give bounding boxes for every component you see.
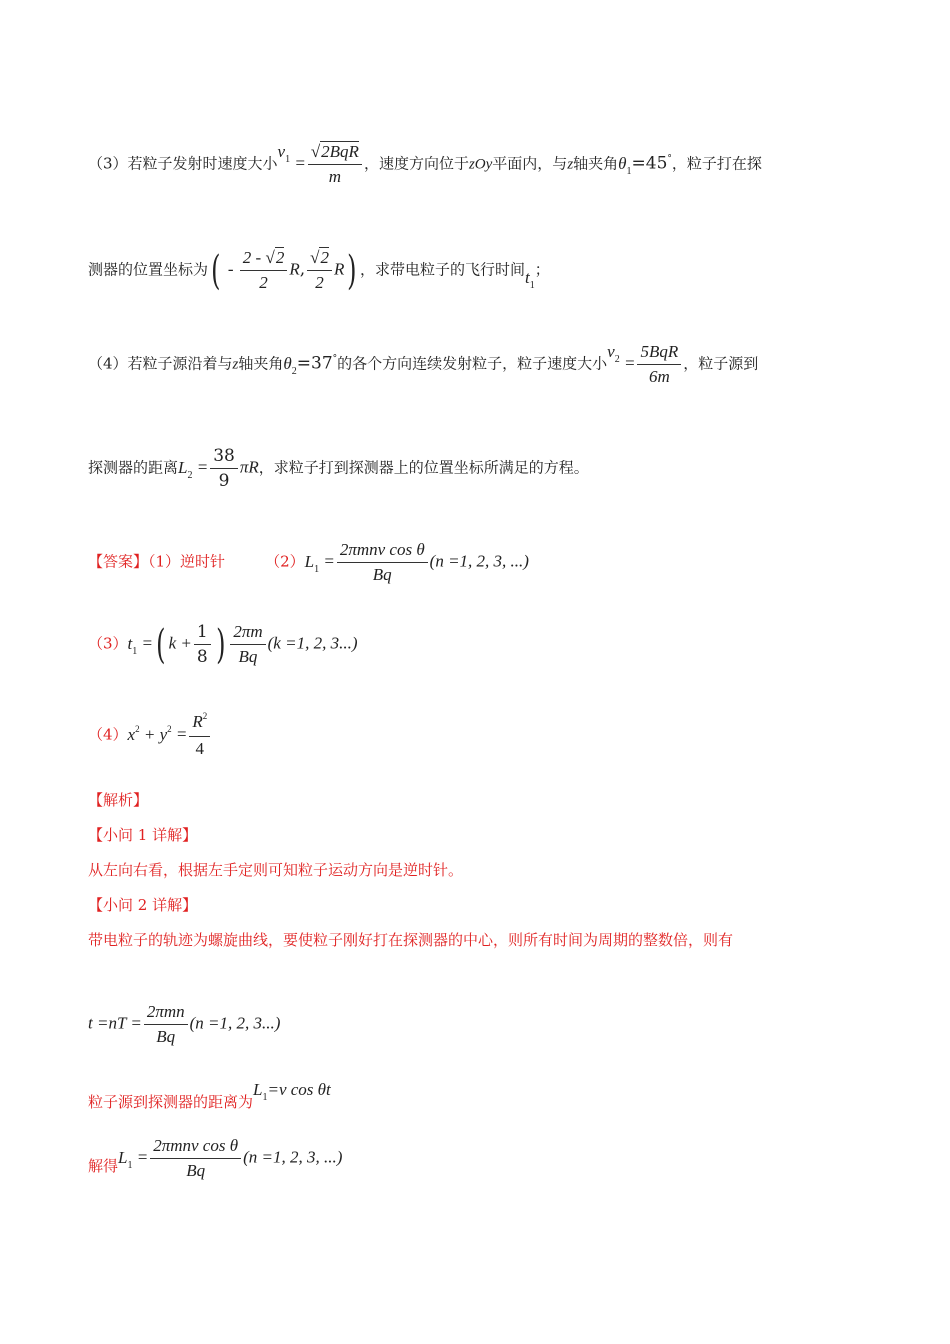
answer-2-tail: (n =1, 2, 3, ...) — [429, 551, 529, 571]
left-paren: ( — [211, 247, 221, 294]
q3-line1: （3）若粒子发射时速度大小$v_1$ = $\frac{\text{√2BqR}}{m}$ ，速度方向位于zOy平面内，与z轴夹角$\theta_1=45^\circ$，粒子打在探 — [88, 140, 762, 189]
distance-text: 粒子源到探测器的距离为 — [88, 1093, 254, 1111]
q4-theta: $\theta_2$ — [283, 353, 297, 377]
q4-middle: 轴夹角 — [238, 354, 284, 373]
q3-t1: $t_1$ — [524, 267, 535, 291]
answer-1: （1）逆时针 — [148, 552, 226, 571]
solve-L: $L_1$ — [118, 1147, 133, 1171]
q3-line2: 测器的位置坐标为( - $\frac{2 - √2}{2}$ R, $\frac{√2}{2}$ R) ，求带电粒子的飞行时间$t_1$； — [88, 247, 550, 294]
coord-fraction-2: $\frac{√2}{2}$ — [307, 246, 332, 295]
distance-eq: =v cos θt — [267, 1080, 331, 1099]
solve-fraction: $\frac{\text{2πmnv cos θ}}{Bq}$ — [150, 1134, 241, 1183]
solve-text: 解得 — [88, 1156, 119, 1175]
distance-L: $L_1$ — [253, 1080, 268, 1103]
q4-middle2: 的各个方向连续发射粒子，粒子速度大小 — [337, 354, 608, 373]
answer-3-lhs: $t_1$ — [127, 633, 138, 657]
eq-period-lhs: t =nT = — [88, 1013, 142, 1033]
right-paren: ) — [347, 247, 357, 294]
answer-line4: $(4)x^2 + y^2$ = $\frac{R^2}{4}$ — [88, 710, 212, 761]
answer-2-label: （2） — [265, 552, 305, 571]
q3-v-lhs: $v_1$ — [277, 141, 291, 165]
q3-suffix: ，粒子打在探 — [671, 154, 762, 173]
answer-2-fraction: $\frac{\text{2πmnv cos θ}}{Bq}$ — [337, 538, 428, 587]
answer-3-label: （3） — [88, 634, 128, 653]
q4-theta-val: =37 — [296, 353, 333, 374]
q3-line2-prefix: 测器的位置坐标为 — [88, 260, 209, 279]
q3-z: z — [567, 156, 574, 173]
answer-label: 【答案】 — [88, 552, 149, 571]
subq1-label: 【小问 1 详解】 — [88, 826, 198, 844]
q3-theta-val: =45 — [631, 153, 668, 174]
q4-line1: （4）若粒子源沿着与z轴夹角$\theta_2=37^\circ$的各个方向连续发射粒子，粒子速度大小$v_2$ = $\frac{\text{5BqR}}{6m}$ ，粒子源到 — [88, 340, 758, 389]
q4-L-fraction: $\frac{38}{9}$ — [210, 444, 238, 493]
q4-L-tail: πR — [239, 457, 259, 477]
subq2-label: 【小问 2 详解】 — [88, 896, 198, 914]
answer-2-lhs: $L_1$ — [304, 551, 320, 575]
answer-4-x: $x^2$ — [127, 723, 140, 744]
q4-line2-prefix: 探测器的距离 — [88, 458, 179, 477]
q3-deg: ° — [667, 153, 672, 164]
answer-3-k: k + — [168, 633, 192, 653]
eq-period-tail: (n =1, 2, 3...) — [189, 1013, 281, 1033]
q4-v-fraction: $\frac{\text{5BqR}}{6m}$ — [637, 340, 681, 389]
coord-fraction-1: $\frac{2 - √2}{2}$ — [240, 246, 288, 295]
q4-suffix: ，粒子源到 — [683, 354, 759, 373]
q4-z: z — [232, 356, 239, 373]
q3-middle3: 轴夹角 — [573, 154, 619, 173]
q4-deg: ° — [332, 353, 338, 364]
answer-line3: $(3)t_1$ =( k + $\frac{1}{8}$ ) $\frac{2\pi m}{Bq}$ (k =1, 2, 3...) — [88, 621, 358, 668]
subq1-text: 从左向右看，根据左手定则可知粒子运动方向是逆时针。 — [88, 861, 464, 879]
minus-sign: - — [223, 259, 238, 279]
eq-period — [88, 1000, 280, 1049]
q4-v-lhs: $v_2$ — [607, 341, 620, 365]
eq-period-fraction: $\frac{\text{2πmn}}{Bq}$ — [144, 1000, 188, 1049]
coord-R2: R — [333, 259, 345, 279]
q3-plane: zOy — [468, 156, 493, 173]
answer-4-fraction: $\frac{R^2}{4}$ — [189, 710, 210, 761]
answer-line1: 【答案】（1）逆时针 $(2)L_1$ = $\frac{\text{2πmnv cos θ}}{Bq}$ (n =1, 2, 3, ...) — [88, 538, 529, 587]
q3-line2-suffix: ，求带电粒子的飞行时间 — [359, 260, 525, 279]
answer-3-right-paren: ) — [215, 621, 226, 668]
q3-middle: ，速度方向位于 — [363, 154, 469, 173]
q3-theta: $\theta_1$ — [618, 153, 632, 177]
answer-3-fraction: $\frac{2\pi m}{Bq}$ — [230, 620, 265, 669]
solve-tail: (n =1, 2, 3, ...) — [243, 1147, 343, 1167]
q3-v-fraction: $\frac{\text{√2BqR}}{m}$ — [308, 140, 362, 189]
q4-line2: 探测器的距离$L_2$ = $\frac{38}{9}$ πR，求粒子打到探测器上的位置坐标所满足的方程。 — [88, 446, 589, 491]
analysis-label: 【解析】 — [88, 791, 149, 809]
answer-3-left-paren: ( — [156, 621, 166, 668]
q4-L: $L_2$ — [178, 457, 193, 481]
distance-line — [88, 1080, 331, 1111]
solve-line: 解得$L_1$ = $\frac{\text{2πmnv cos θ}}{Bq}$ (n =1, 2, 3, ...) — [88, 1134, 342, 1183]
answer-3-small-fraction: $\frac{1}{8}$ — [194, 620, 211, 669]
answer-4-label: （4） — [88, 725, 128, 744]
answer-3-tail: (k =1, 2, 3...) — [267, 633, 358, 653]
q3-end: ； — [534, 260, 550, 279]
q4-prefix: （4）若粒子源沿着与 — [88, 354, 233, 373]
q3-prefix: （3）若粒子发射时速度大小 — [88, 154, 278, 173]
coord-R1: R — [289, 259, 300, 279]
subq2-text: 带电粒子的轨迹为螺旋曲线，要使粒子刚好打在探测器的中心，则所有时间为周期的整数倍，则有 — [88, 931, 734, 949]
q4-line2-suffix: ，求粒子打到探测器上的位置坐标所满足的方程。 — [258, 458, 589, 477]
q3-middle2: 平面内，与 — [492, 154, 568, 173]
answer-4-y: + $y^2$ — [143, 723, 172, 744]
